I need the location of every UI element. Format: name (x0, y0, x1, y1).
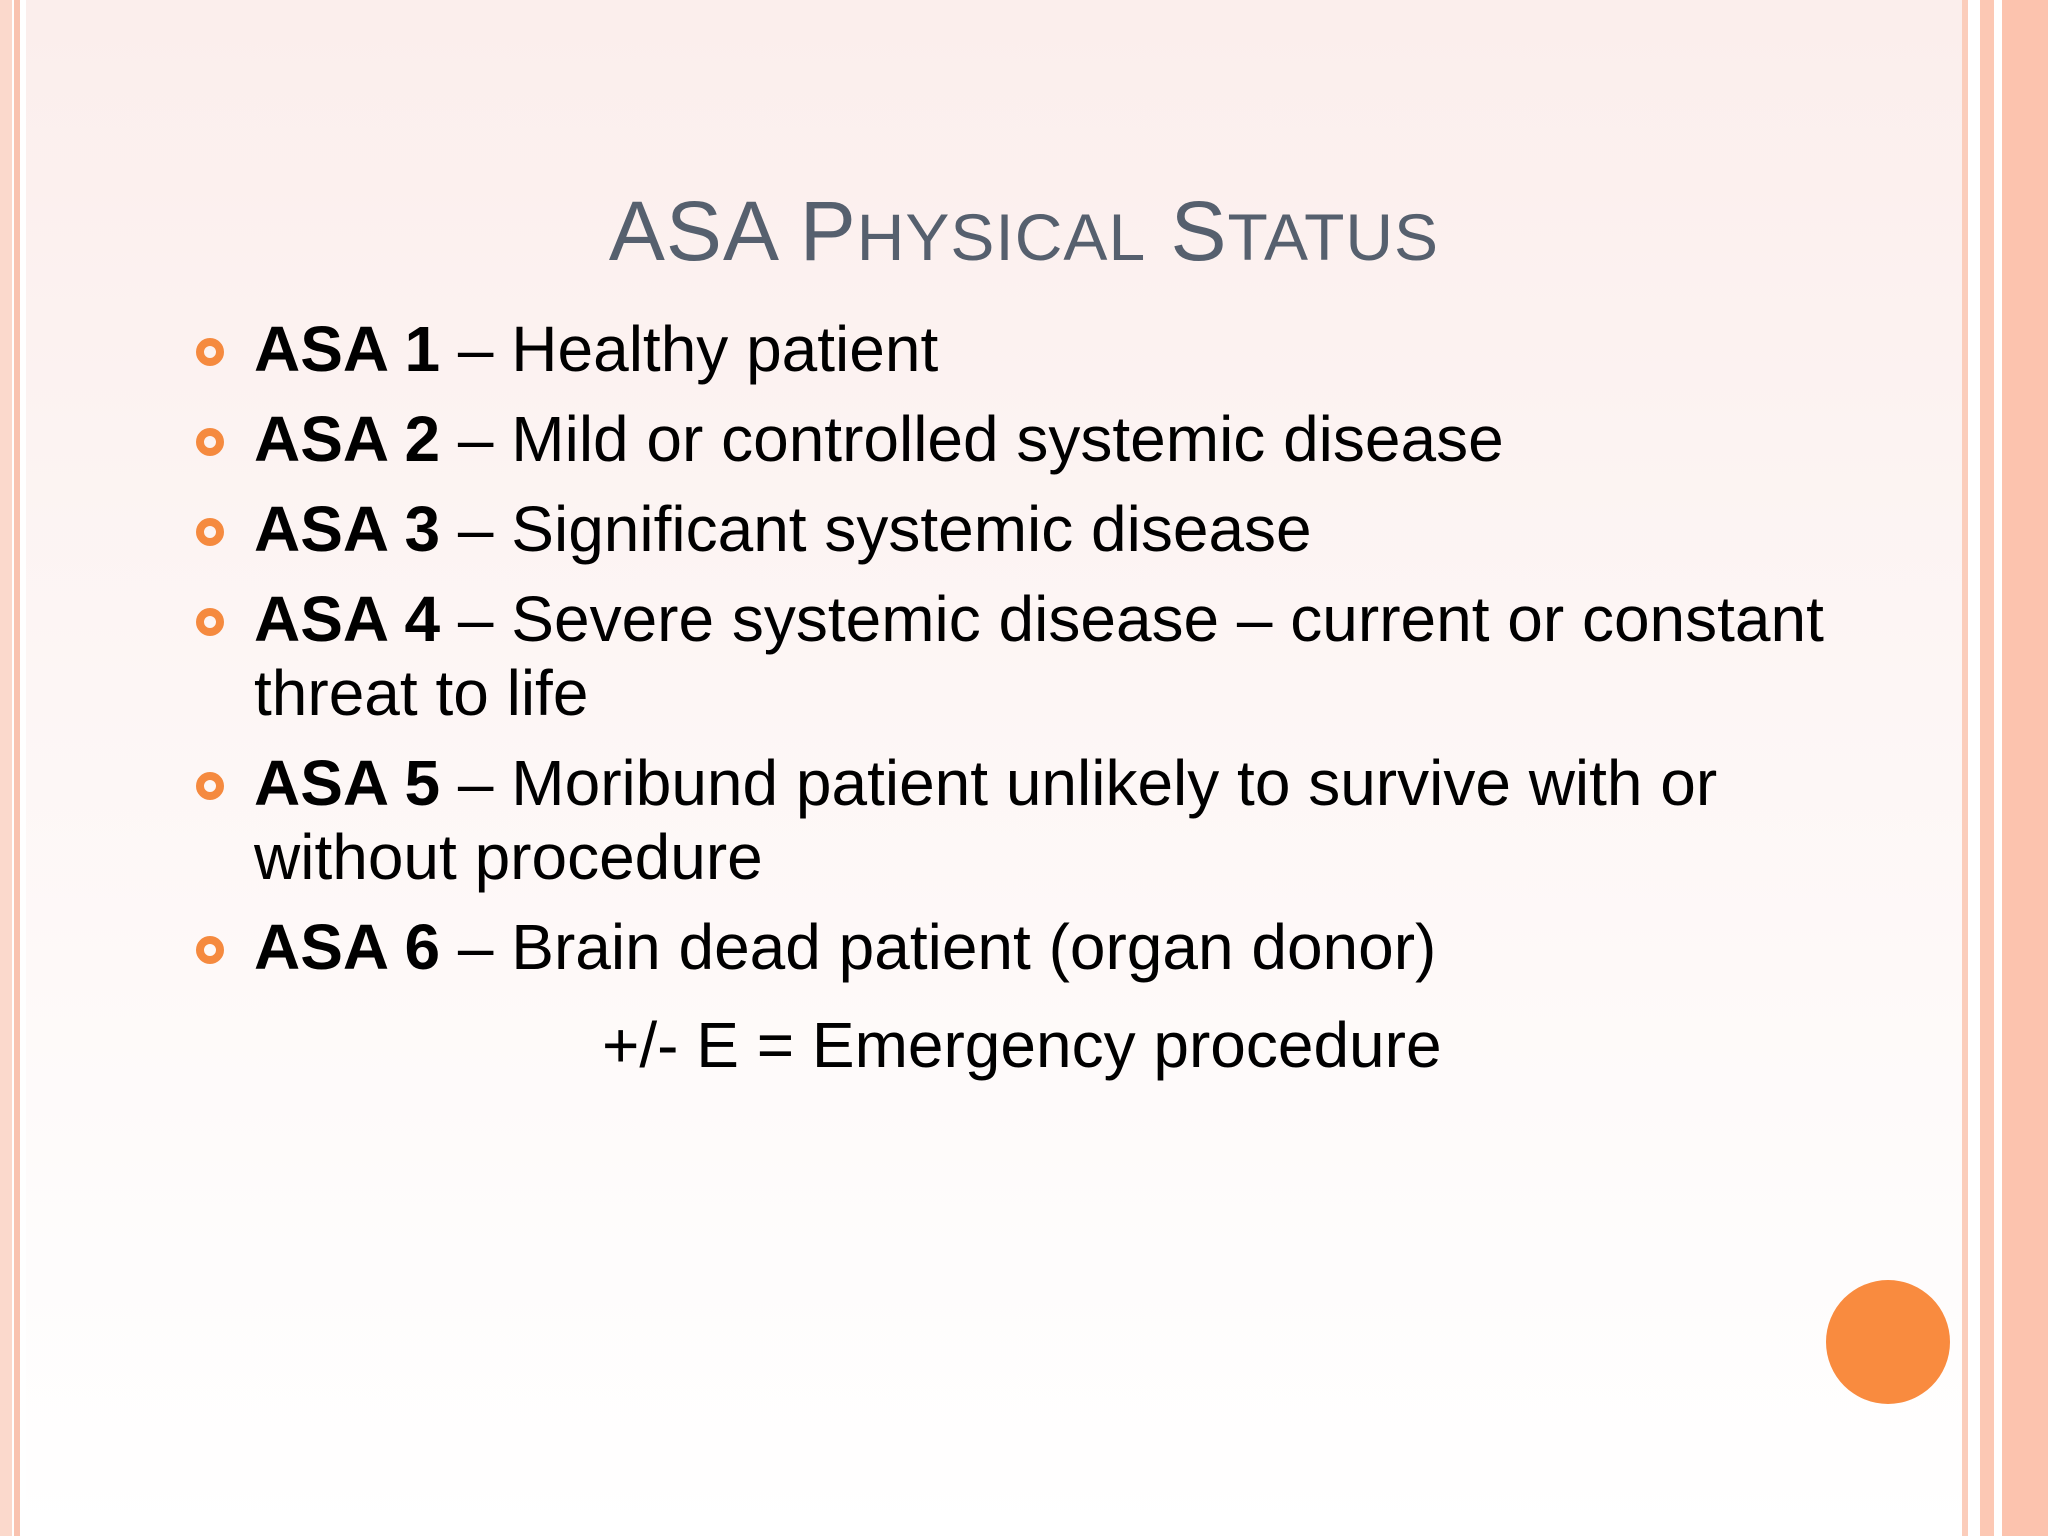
title-text-smallcaps: TATUS (1227, 200, 1440, 274)
title-text: S (1146, 184, 1228, 278)
title-text-smallcaps: HYSICAL (856, 200, 1147, 274)
asa-class-label: ASA 5 (254, 747, 441, 819)
list-item (196, 582, 1836, 730)
asa-class-description: – Severe systemic disease – current or constant threat to life (254, 583, 1824, 729)
bullet-ring-icon (196, 936, 224, 964)
bullet-list (196, 312, 1836, 1000)
list-item (196, 910, 1836, 984)
bullet-ring-icon (196, 518, 224, 546)
asa-class-label: ASA 1 (254, 313, 441, 385)
asa-class-label: ASA 4 (254, 583, 441, 655)
decorative-circle (1826, 1280, 1950, 1404)
asa-class-label: ASA 2 (254, 403, 441, 475)
list-item (196, 746, 1836, 894)
slide-title (0, 186, 2048, 282)
asa-class-label: ASA 6 (254, 911, 441, 983)
asa-class-description: – Mild or controlled systemic disease (440, 403, 1504, 475)
asa-class-description: – Significant systemic disease (440, 493, 1312, 565)
bullet-ring-icon (196, 338, 224, 366)
asa-class-description: – Healthy patient (440, 313, 939, 385)
asa-class-label: ASA 3 (254, 493, 441, 565)
bullet-ring-icon (196, 428, 224, 456)
bullet-ring-icon (196, 608, 224, 636)
asa-class-description: – Brain dead patient (organ donor) (440, 911, 1437, 983)
list-item (196, 312, 1836, 386)
list-item (196, 402, 1836, 476)
bullet-ring-icon (196, 772, 224, 800)
list-item (196, 492, 1836, 566)
emergency-note: +/- E = Emergency procedure (602, 1009, 1442, 1081)
title-text: ASA P (608, 184, 857, 278)
asa-class-description: – Moribund patient unlikely to survive with or without procedure (254, 747, 1718, 893)
